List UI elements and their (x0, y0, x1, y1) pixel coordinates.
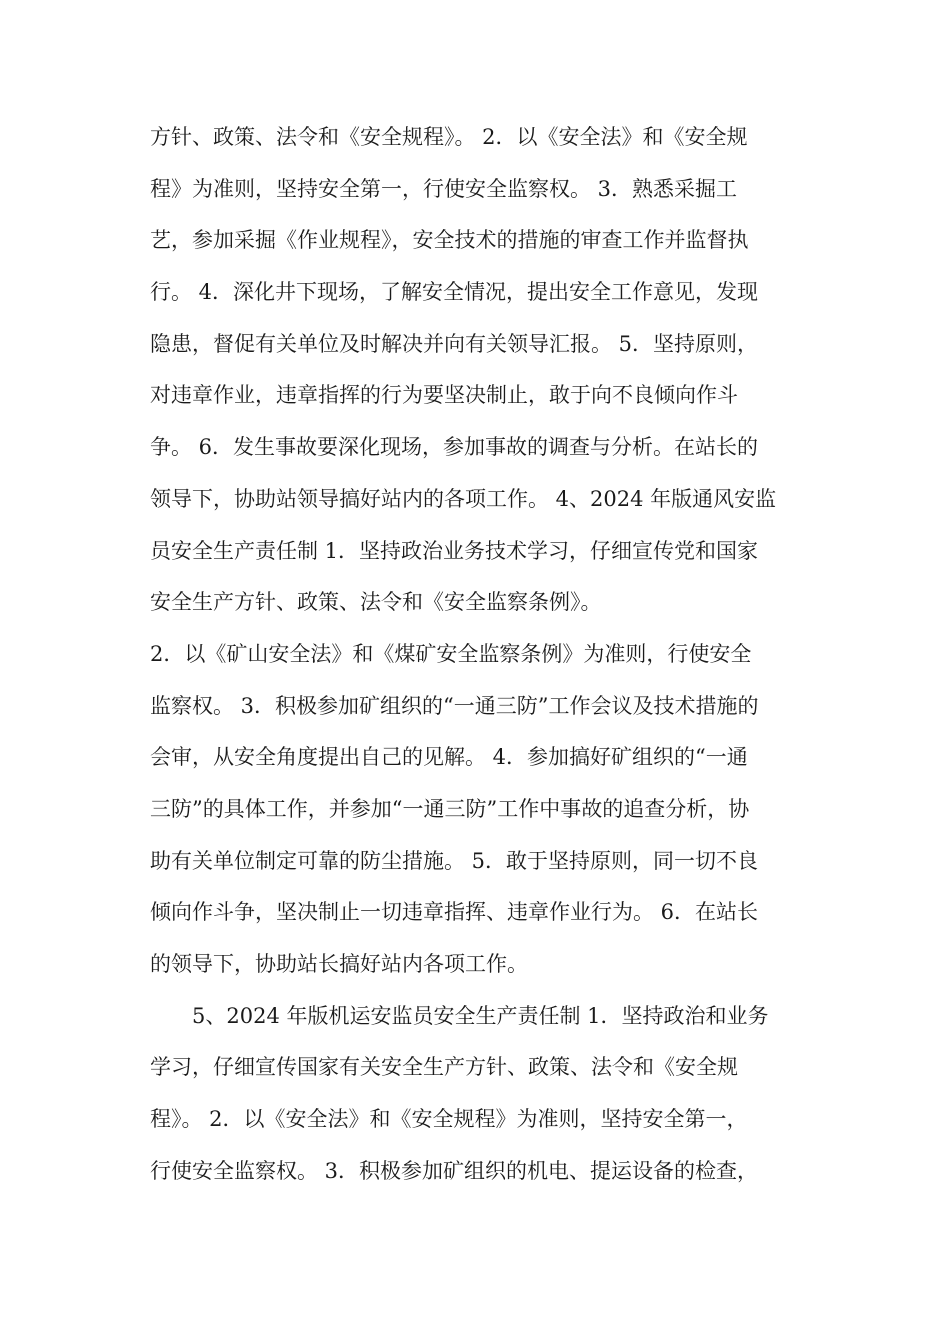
text-line: 隐患，督促有关单位及时解决并向有关领导汇报。 5．坚持原则， (150, 331, 759, 356)
text-line: 的领导下，协助站长搞好站内各项工作。 (150, 952, 528, 976)
text-line: 监察权。 3．积极参加矿组织的“一通三防”工作会议及技术措施的 (150, 693, 759, 718)
text-line: 学习，仔细宣传国家有关安全生产方针、政策、法令和《安全规 (150, 1055, 738, 1080)
text-line: 行使安全监察权。 3．积极参加矿组织的机电、提运设备的检查， (150, 1158, 759, 1183)
text-line: 艺，参加采掘《作业规程》，安全技术的措施的审查工作并监督执 (150, 228, 749, 253)
text-line: 安全生产方针、政策、法令和《安全监察条例》。 (150, 590, 602, 615)
text-line: 方针、政策、法令和《安全规程》。 2．以《安全法》和《安全规 (150, 125, 748, 149)
document-body (150, 112, 810, 1197)
text-line: 对违章作业，违章指挥的行为要坚决制止，敢于向不良倾向作斗 (150, 383, 738, 408)
text-line: 三防”的具体工作，并参加“一通三防”工作中事故的追查分析，协 (150, 796, 750, 821)
text-line: 2．以《矿山安全法》和《煤矿安全监察条例》为准则，行使安全 (150, 641, 752, 666)
text-line: 争。 6．发生事故要深化现场，参加事故的调查与分析。在站长的 (150, 435, 759, 460)
text-line: 员安全生产责任制 1．坚持政治业务技术学习，仔细宣传党和国家 (150, 538, 759, 563)
text-line: 程》。 2．以《安全法》和《安全规程》为准则，坚持安全第一， (150, 1107, 748, 1132)
text-line: 倾向作斗争，坚决制止一切违章指挥、违章作业行为。 6．在站长 (150, 900, 759, 925)
text-line: 会审，从安全角度提出自己的见解。 4．参加搞好矿组织的“一通 (150, 745, 748, 770)
text-line: 领导下，协助站领导搞好站内的各项工作。 4、2024 年版通风安监 (150, 486, 777, 511)
text-line: 程》为准则，坚持安全第一，行使安全监察权。 3．熟悉采掘工 (150, 176, 738, 201)
text-line: 行。 4．深化井下现场，了解安全情况，提出安全工作意见，发现 (150, 280, 759, 305)
text-line-indented: 5、2024 年版机运安监员安全生产责任制 1．坚持政治和业务 (192, 1003, 769, 1028)
text-line: 助有关单位制定可靠的防尘措施。 5．敢于坚持原则，同一切不良 (150, 848, 759, 873)
